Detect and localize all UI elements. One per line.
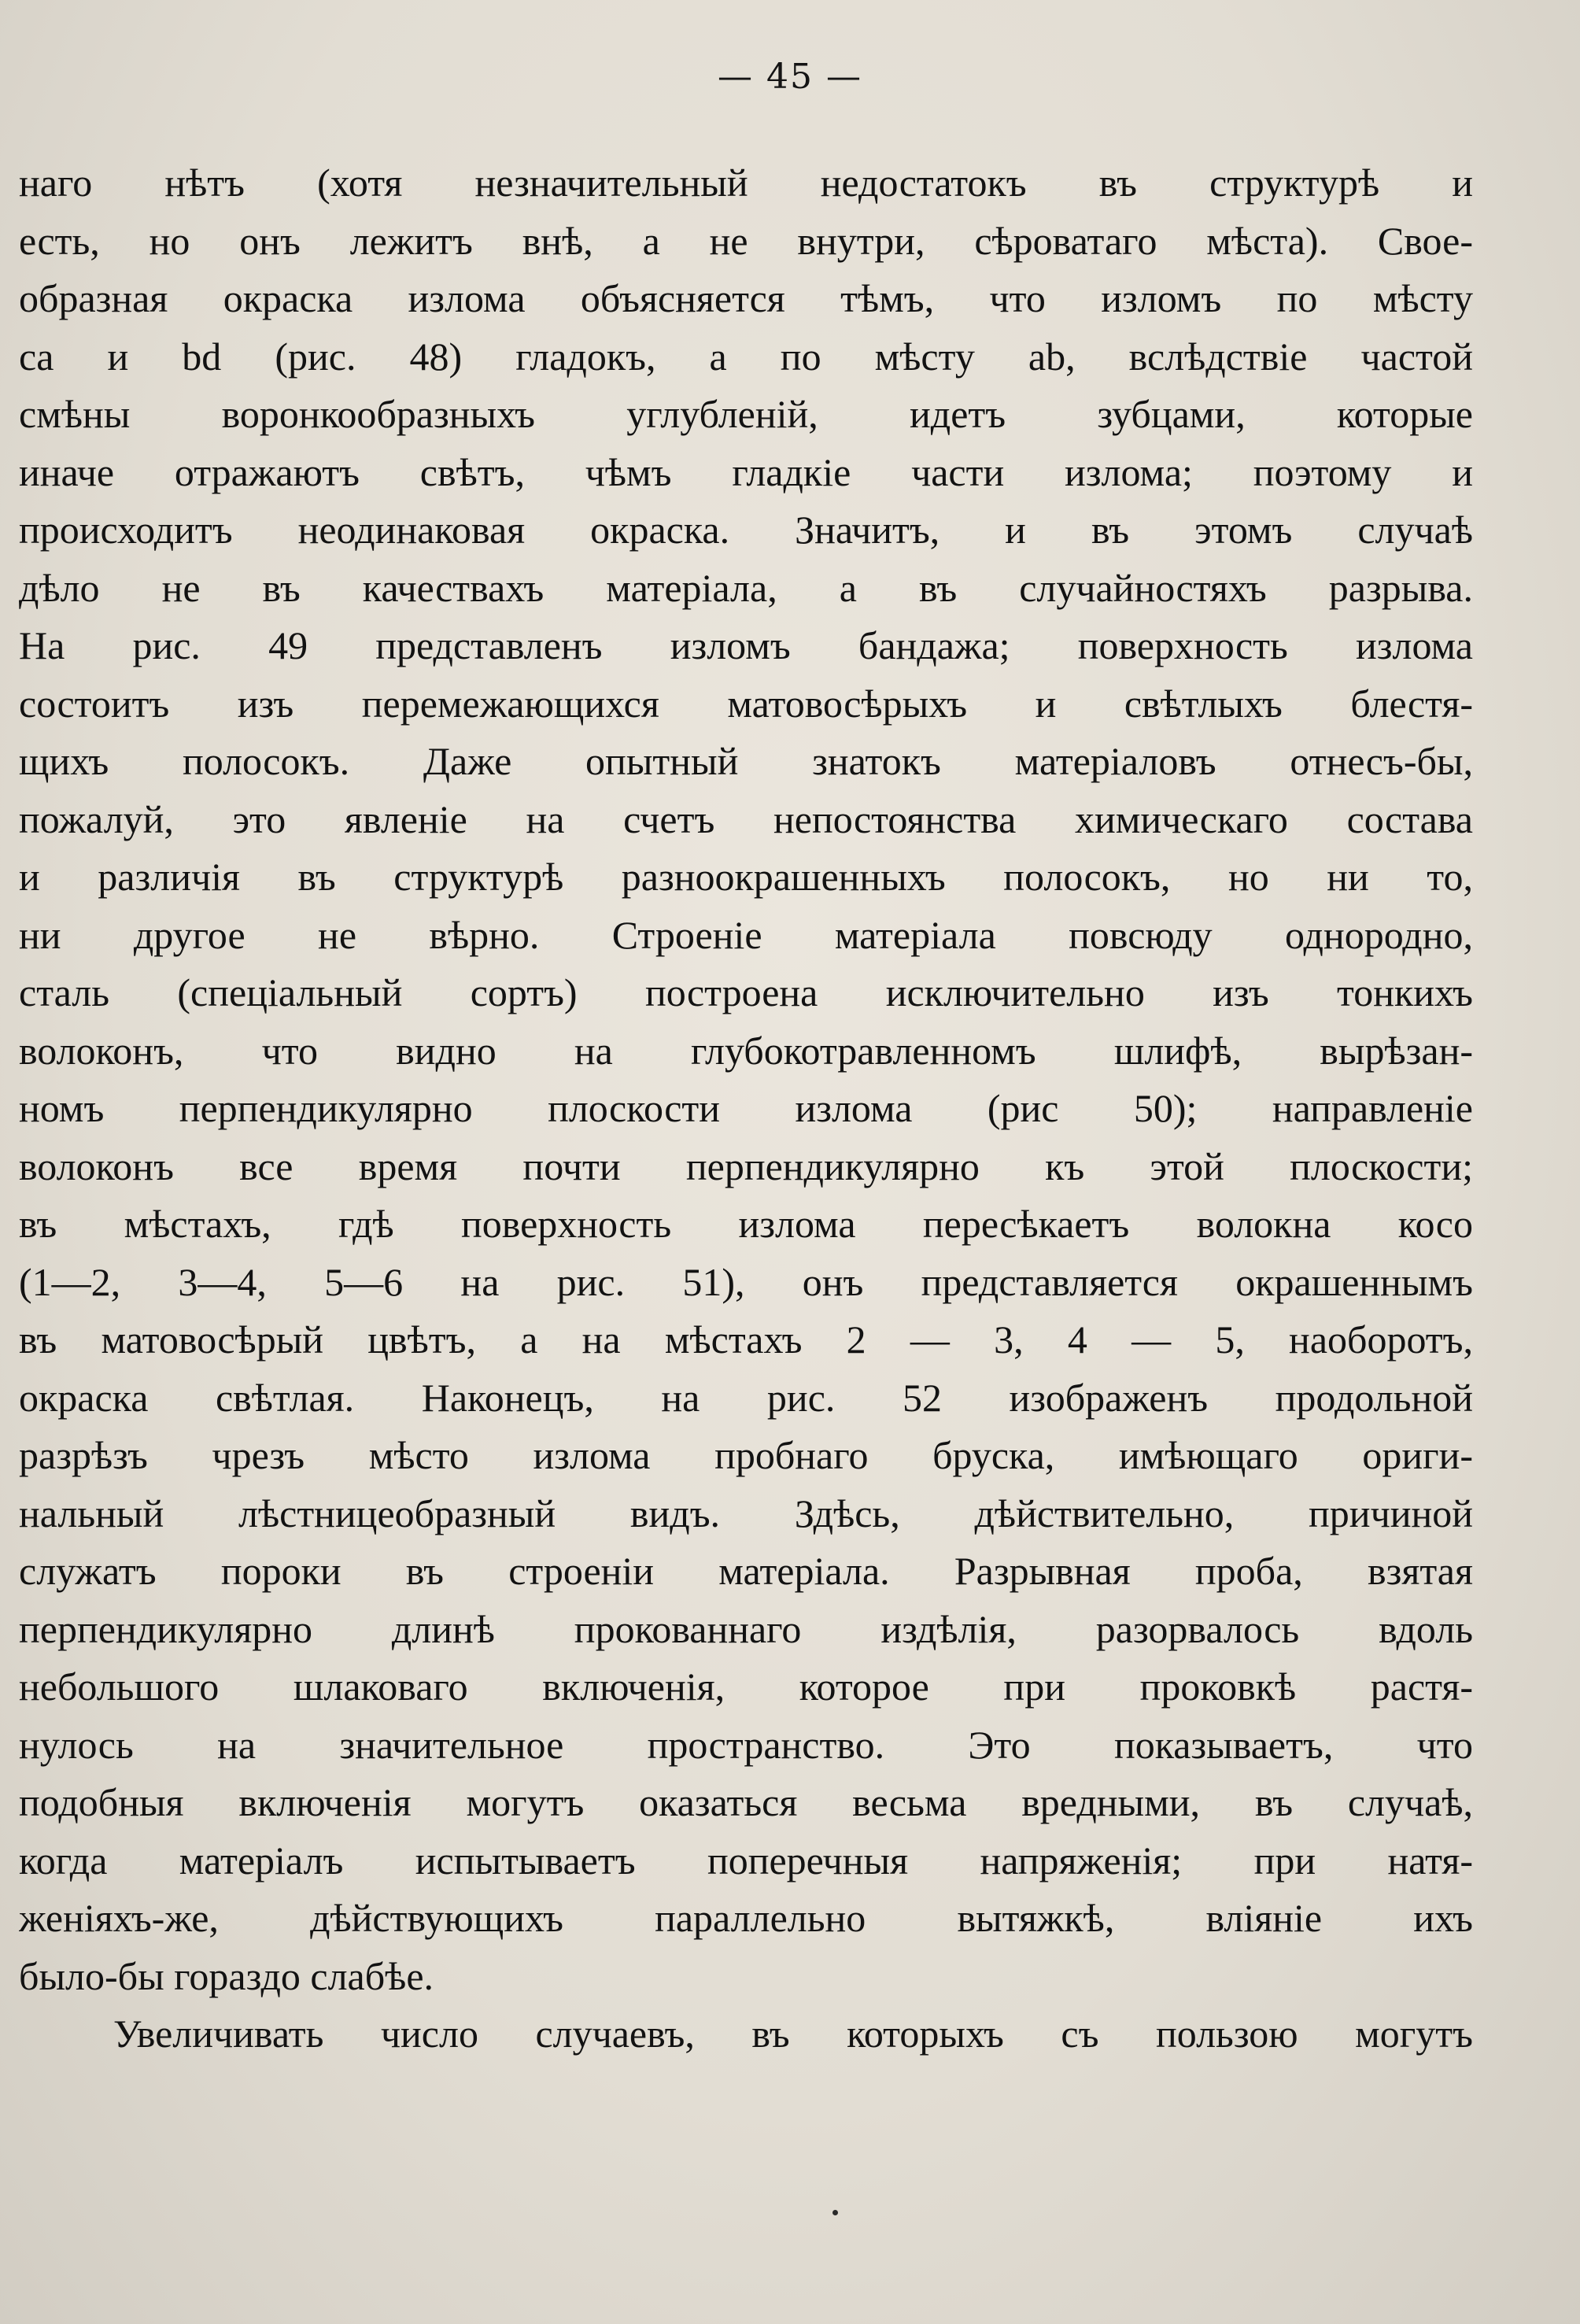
page-number: — 45 — (718, 57, 862, 97)
text-line: щихъ полосокъ. Даже опытный знатокъ матеріаловъ отнесъ-бы, (19, 739, 1473, 783)
text-line: дѣло не въ качествахъ матеріала, а въ случайностяхъ разрыва. (19, 565, 1473, 610)
text-line: волоконъ все время почти перпендикулярно къ этой плоскости; (19, 1144, 1473, 1188)
text-line: наго нѣтъ (хотя незначительный недостатокъ въ структурѣ и (19, 161, 1473, 205)
text-line: разрѣзъ чрезъ мѣсто излома пробнаго бруска, имѣющаго ориги- (19, 1433, 1473, 1477)
text-line: служатъ пороки въ строеніи матеріала. Разрывная проба, взятая (19, 1549, 1473, 1593)
text-line: перпендикулярно длинѣ прокованнаго издѣлія, разорвалось вдоль (19, 1606, 1473, 1651)
text-line: въ мѣстахъ, гдѣ поверхность излома пересѣкаетъ волокна косо (19, 1202, 1473, 1246)
text-line: ни другое не вѣрно. Строеніе матеріала повсюду однородно, (19, 912, 1473, 957)
text-line: На рис. 49 представленъ изломъ бандажа; поверхность излома (19, 623, 1473, 667)
text-line: есть, но онъ лежитъ внѣ, а не внутри, сѣроватаго мѣста). Свое- (19, 218, 1473, 263)
text-line: состоитъ изъ перемежающихся матовосѣрыхъ и свѣтлыхъ блестя- (19, 681, 1473, 726)
text-line: происходитъ неодинаковая окраска. Значитъ, и въ этомъ случаѣ (19, 508, 1473, 552)
paragraph-1 (19, 154, 1473, 2005)
text-line: смѣны воронкообразныхъ углубленій, идетъ зубцами, которые (19, 392, 1473, 436)
text-line: и различія въ структурѣ разноокрашенныхъ полосокъ, но ни то, (19, 855, 1473, 899)
text-line: номъ перпендикулярно плоскости излома (рис 50); направленіе (19, 1086, 1473, 1130)
text-line: нальный лѣстницеобразный видъ. Здѣсь, дѣйствительно, причиной (19, 1491, 1473, 1535)
text-line: подобныя включенія могутъ оказаться весьма вредными, въ случаѣ, (19, 1780, 1473, 1824)
text-line: нулось на значительное пространство. Это показываетъ, что (19, 1722, 1473, 1767)
paragraph-2 (19, 2005, 1473, 2064)
text-line: когда матеріалъ испытываетъ поперечныя напряженія; при натя- (19, 1838, 1473, 1882)
text-line: окраска свѣтлая. Наконецъ, на рис. 52 изображенъ продольной (19, 1375, 1473, 1420)
text-line: небольшого шлаковаго включенія, которое при проковкѣ растя- (19, 1664, 1473, 1709)
text-line: въ матовосѣрый цвѣтъ, а на мѣстахъ 2 — 3, 4 — 5, наоборотъ, (19, 1317, 1473, 1362)
text-line: волоконъ, что видно на глубокотравленномъ шлифѣ, вырѣзан- (19, 1028, 1473, 1073)
text-line: Увеличивать число случаевъ, въ которыхъ съ пользою могутъ (113, 2012, 1473, 2056)
text-line: женіяхъ-же, дѣйствующихъ параллельно вытяжкѣ, вліяніе ихъ (19, 1896, 1473, 1940)
page-mark (832, 2210, 838, 2215)
text-line: ca и bd (рис. 48) гладокъ, а по мѣсту ab, вслѣдствіе частой (19, 334, 1473, 379)
text-line: образная окраска излома объясняется тѣмъ, что изломъ по мѣсту (19, 276, 1473, 320)
body-text (19, 154, 1473, 2064)
text-line: было-бы гораздо слабѣе. (19, 1953, 434, 1998)
text-line: иначе отражаютъ свѣтъ, чѣмъ гладкіе части излома; поэтому и (19, 449, 1473, 494)
text-line: сталь (спеціальный сортъ) построена исключительно изъ тонкихъ (19, 970, 1473, 1014)
text-line: (1—2, 3—4, 5—6 на рис. 51), онъ представляется окрашеннымъ (19, 1259, 1473, 1304)
text-line: пожалуй, это явленіе на счетъ непостоянства химическаго состава (19, 796, 1473, 841)
